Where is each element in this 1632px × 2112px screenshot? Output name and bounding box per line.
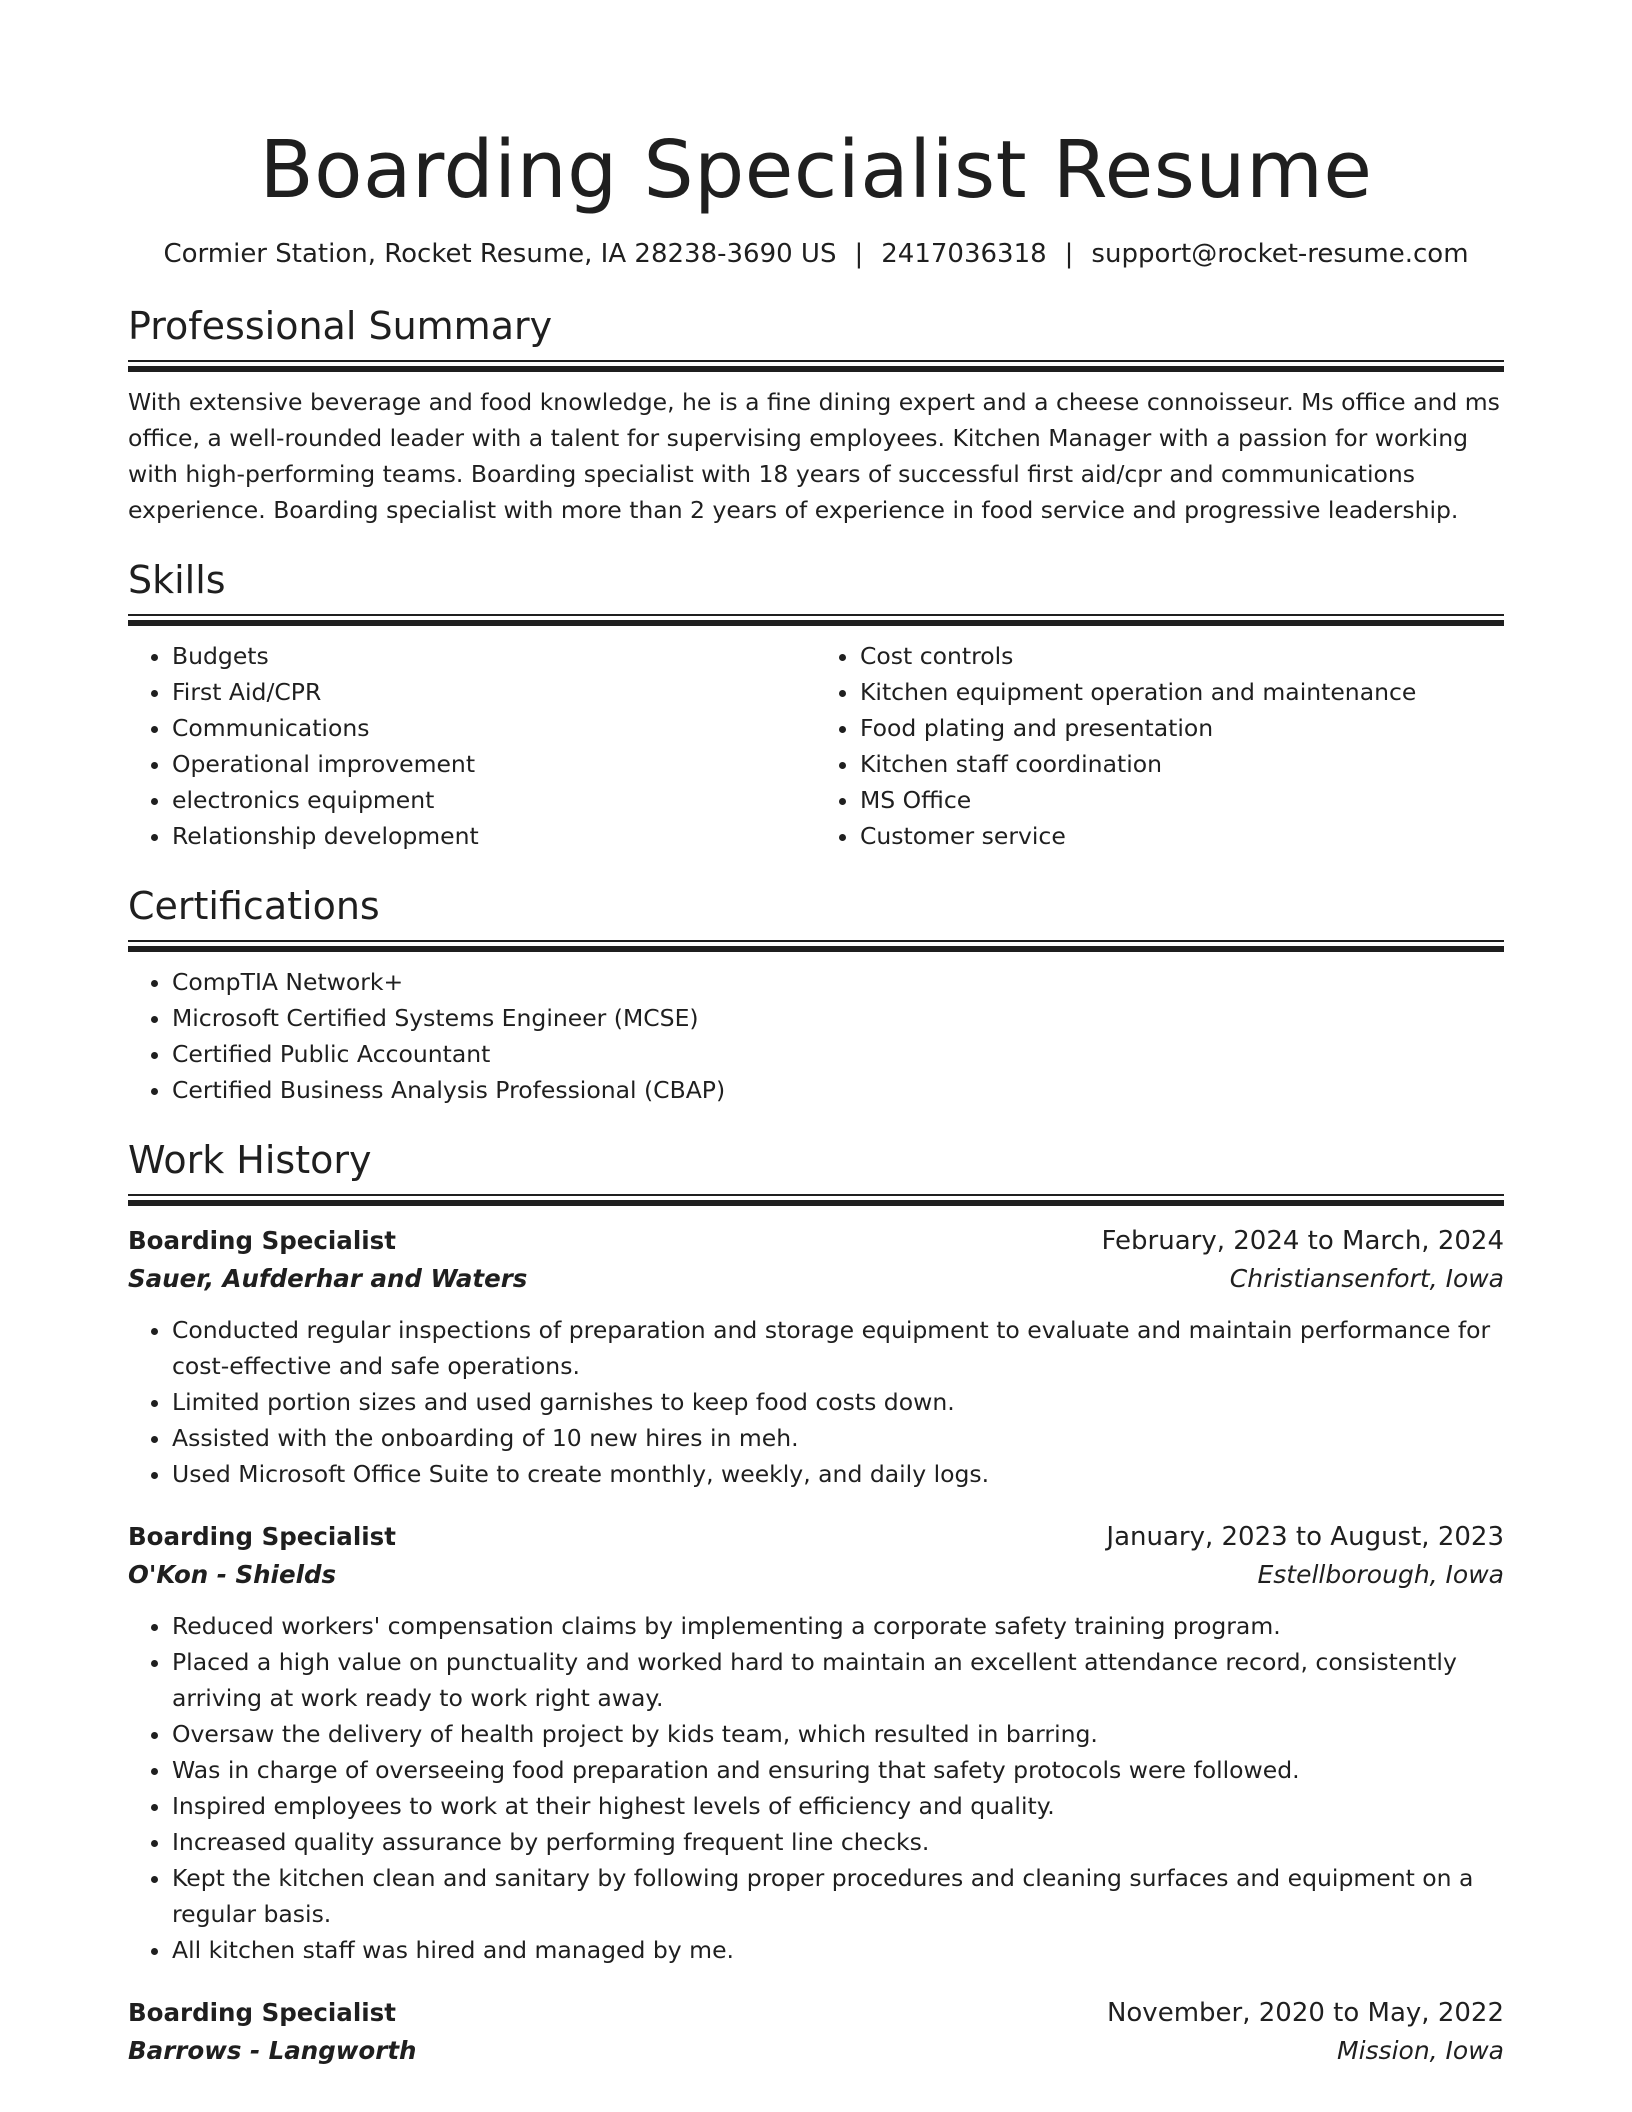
skill-item: • MS Office — [860, 782, 1504, 818]
certification-item: • Microsoft Certified Systems Engineer (MCSE) — [172, 1000, 1504, 1036]
skills-list-right — [816, 638, 1504, 854]
contact-address: Cormier Station, Rocket Resume, IA 28238-3690 US — [163, 239, 837, 269]
job-title-row — [128, 1994, 1504, 2032]
skills-list-left — [128, 638, 816, 854]
job-duty-item: • Placed a high value on punctuality and worked hard to maintain an excellent attendance record, consistently arriving at work ready to work right away. — [172, 1644, 1504, 1716]
job-title: Boarding Specialist — [128, 1522, 396, 1551]
certification-item: • CompTIA Network+ — [172, 964, 1504, 1000]
summary-section — [128, 302, 1504, 528]
skill-item: • Cost controls — [860, 638, 1504, 674]
job-company-row — [128, 1556, 1504, 1594]
job-company-row — [128, 1260, 1504, 1298]
skill-item: • Communications — [172, 710, 816, 746]
contact-separator: | — [1064, 239, 1074, 269]
job-duty-item: • Was in charge of overseeing food preparation and ensuring that safety protocols were followed. — [172, 1752, 1504, 1788]
job-duty-item: • Assisted with the onboarding of 10 new hires in meh. — [172, 1420, 1504, 1456]
skill-item: • Customer service — [860, 818, 1504, 854]
job-location: Christiansenfort, Iowa — [1229, 1264, 1504, 1293]
job-location: Mission, Iowa — [1337, 2036, 1504, 2065]
certifications-heading: Certifications — [128, 884, 380, 928]
job-entry — [128, 1994, 1504, 2070]
job-dates: November, 2020 to May, 2022 — [1106, 1998, 1504, 2028]
contact-email: support@rocket-resume.com — [1091, 239, 1469, 269]
job-duty-item: • Increased quality assurance by performing frequent line checks. — [172, 1824, 1504, 1860]
job-title-row — [128, 1222, 1504, 1260]
section-divider — [128, 360, 1504, 372]
resume-title: Boarding Specialist Resume — [259, 124, 1373, 216]
summary-text: With extensive beverage and food knowledge, he is a fine dining expert and a cheese connoisseur. Ms office and ms office, a well-rounded leader with a talent for supervising employees. Kitchen Manager with a passion for working with high-performing teams. Boarding specialist with 18 years of successful first aid/cpr and communications experience. Boarding specialist with more than 2 years of experience in food service and progressive leadership. — [128, 388, 1500, 524]
job-company-row — [128, 2032, 1504, 2070]
contact-phone: 2417036318 — [881, 239, 1047, 269]
job-company: O'Kon - Shields — [128, 1560, 337, 1589]
skill-item: • First Aid/CPR — [172, 674, 816, 710]
skill-item: • Operational improvement — [172, 746, 816, 782]
job-company: Sauer, Aufderhar and Waters — [128, 1264, 528, 1293]
job-title: Boarding Specialist — [128, 1226, 396, 1255]
job-duties-list — [128, 1312, 1504, 1492]
skills-section — [128, 556, 1504, 854]
section-divider — [128, 940, 1504, 952]
job-title: Boarding Specialist — [128, 1998, 396, 2027]
contact-separator: | — [854, 239, 864, 269]
job-duty-item: • Used Microsoft Office Suite to create monthly, weekly, and daily logs. — [172, 1456, 1504, 1492]
skill-item: • electronics equipment — [172, 782, 816, 818]
job-dates: February, 2024 to March, 2024 — [1101, 1226, 1504, 1256]
section-divider — [128, 1194, 1504, 1206]
job-duty-item: • Conducted regular inspections of preparation and storage equipment to evaluate and maintain performance for cost-effective and safe operations. — [172, 1312, 1504, 1384]
contact-line — [128, 236, 1504, 272]
job-duty-item: • All kitchen staff was hired and managed by me. — [172, 1932, 1504, 1968]
work-history-section — [128, 1136, 1504, 2070]
job-duty-item: • Inspired employees to work at their highest levels of efficiency and quality. — [172, 1788, 1504, 1824]
skill-item: • Budgets — [172, 638, 816, 674]
skills-columns — [128, 638, 1504, 854]
work-history-heading: Work History — [128, 1138, 372, 1182]
job-entry — [128, 1222, 1504, 1492]
summary-heading: Professional Summary — [128, 304, 553, 348]
job-duty-item: • Reduced workers' compensation claims by implementing a corporate safety training program. — [172, 1608, 1504, 1644]
job-title-row — [128, 1518, 1504, 1556]
job-duty-item: • Limited portion sizes and used garnishes to keep food costs down. — [172, 1384, 1504, 1420]
job-duties-list — [128, 1608, 1504, 1968]
job-dates: January, 2023 to August, 2023 — [1106, 1522, 1504, 1552]
section-divider — [128, 614, 1504, 626]
skill-item: • Kitchen staff coordination — [860, 746, 1504, 782]
certification-item: • Certified Public Accountant — [172, 1036, 1504, 1072]
skill-item: • Food plating and presentation — [860, 710, 1504, 746]
certifications-section — [128, 882, 1504, 1108]
job-entry — [128, 1518, 1504, 1968]
skills-heading: Skills — [128, 558, 226, 602]
job-duty-item: • Oversaw the delivery of health project by kids team, which resulted in barring. — [172, 1716, 1504, 1752]
skill-item: • Relationship development — [172, 818, 816, 854]
job-duty-item: • Kept the kitchen clean and sanitary by following proper procedures and cleaning surfaces and equipment on a regular basis. — [172, 1860, 1504, 1932]
job-location: Estellborough, Iowa — [1257, 1560, 1504, 1589]
certification-item: • Certified Business Analysis Professional (CBAP) — [172, 1072, 1504, 1108]
resume-page — [128, 0, 1504, 2070]
certifications-list — [128, 964, 1504, 1108]
skill-item: • Kitchen equipment operation and maintenance — [860, 674, 1504, 710]
job-company: Barrows - Langworth — [128, 2036, 417, 2065]
